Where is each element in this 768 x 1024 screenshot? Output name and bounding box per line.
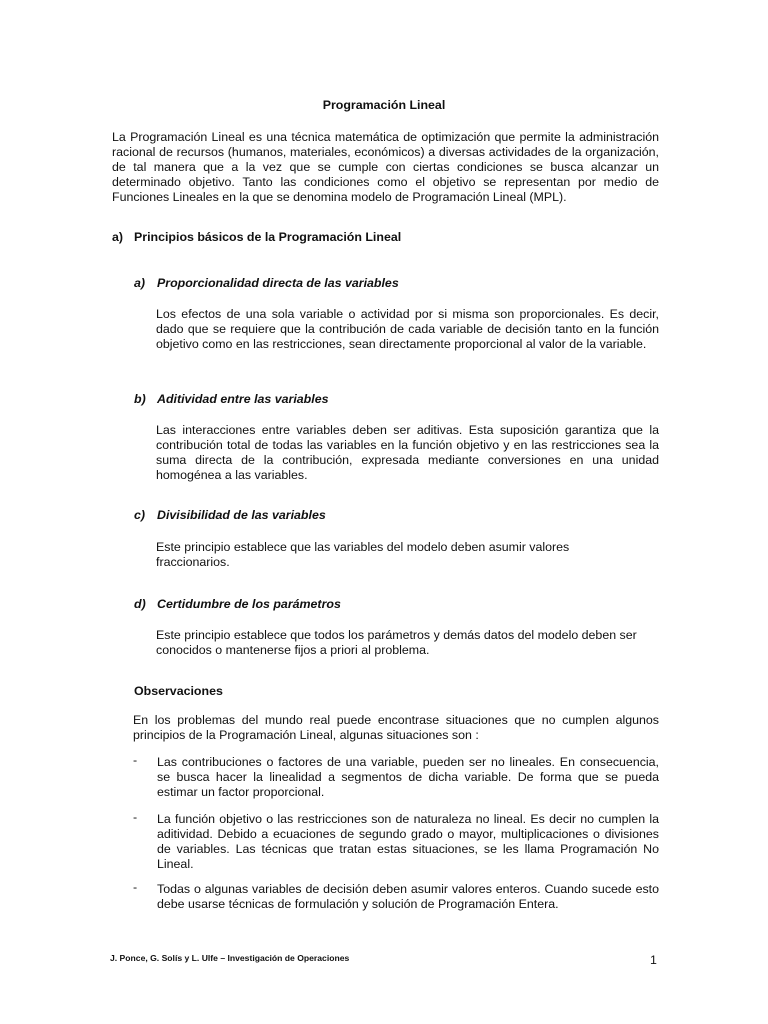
principle-text-b: Las interacciones entre variables deben ser aditivas. Esta suposición garantiza que la contribución total de todas las variables en la función objetivo y en las restricciones sea la suma directa de la contribución, expresada mediante conversiones en una unidad homogénea a las variables. [156,423,659,482]
principle-heading-c [134,508,326,523]
principle-text-c: Este principio establece que las variables del modelo deben asumir valores fraccionarios. [156,540,570,569]
bullet-marker: - [133,880,138,894]
principle-heading-text: Aditividad entre las variables [157,392,329,406]
footer-authors: J. Ponce, G. Solís y L. Ulfe – Investigación de Operaciones [110,953,350,963]
bullet-marker: - [133,753,138,767]
observation-item-3: Todas o algunas variables de decisión deben asumir valores enteros. Cuando sucede esto debe usarse técnicas de formulación y solución de Programación Entera. [157,882,659,911]
intro-paragraph: La Programación Lineal es una técnica matemática de optimización que permite la administración racional de recursos (humanos, materiales, económicos) a diversas actividades de la organización, de tal manera que a la vez que se cumple con ciertas condiciones se busca alcanzar un determinado objetivo. Tanto las condiciones como el objetivo se representan por medio de Funciones Lineales en la que se denomina modelo de Programación Lineal (MPL). [112,130,659,204]
section-letter: a) [112,230,124,244]
principle-heading-b [134,392,328,407]
page-number: 1 [650,953,657,967]
section-heading [112,230,401,245]
section-heading-text: Principios básicos de la Programación Lineal [134,230,402,244]
principle-letter: d) [134,597,146,611]
principle-heading-text: Proporcionalidad directa de las variables [157,276,399,290]
principle-heading-text: Divisibilidad de las variables [157,508,326,522]
principle-text-a: Los efectos de una sola variable o actividad por si misma son proporcionales. Es decir, dado que se requiere que la contribución de cada variable de decisión tanto en la función objetivo como en las restricciones, sean directamente proporcional al valor de la variable. [156,307,659,351]
principle-heading-a [134,276,399,291]
principle-heading-d [134,597,341,612]
bullet-marker: - [133,810,138,824]
observation-item-2: La función objetivo o las restricciones son de naturaleza no lineal. Es decir no cumplen la aditividad. Debido a ecuaciones de segundo grado o mayor, multiplicaciones o divisiones de variables. Las técnicas que tratan estas situaciones, se les llama Programación No Lineal. [157,812,659,871]
principle-text-d: Este principio establece que todos los parámetros y demás datos del modelo deben ser conocidos o mantenerse fijos a priori al problema. [156,628,637,657]
observations-heading: Observaciones [134,684,223,698]
principle-letter: b) [134,392,146,406]
principle-letter: a) [134,276,146,290]
principle-heading-text: Certidumbre de los parámetros [157,597,341,611]
document-title: Programación Lineal [322,98,446,112]
principle-letter: c) [134,508,146,522]
observation-item-1: Las contribuciones o factores de una variable, pueden ser no lineales. En consecuencia, se busca hacer la linealidad a segmentos de dicha variable. De forma que se pueda estimar un factor proporcional. [157,755,659,799]
observations-paragraph: En los problemas del mundo real puede encontrase situaciones que no cumplen algunos principios de la Programación Lineal, algunas situaciones son : [133,713,659,742]
